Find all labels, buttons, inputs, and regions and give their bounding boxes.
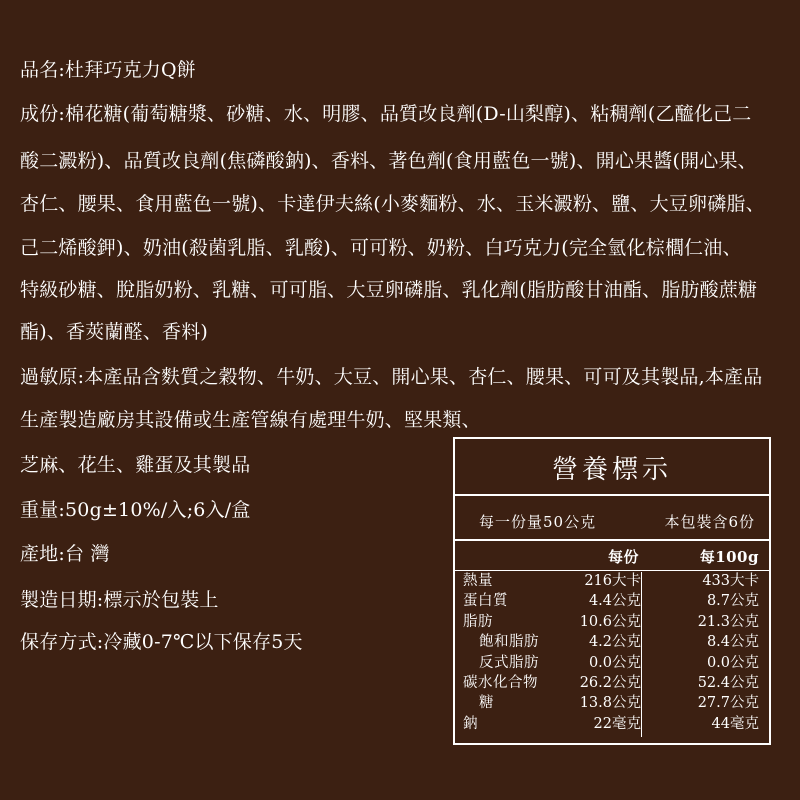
nutrient-per-serving: 0.0公克 — [588, 654, 641, 671]
nutrition-row — [455, 654, 769, 672]
divider — [455, 570, 769, 571]
ingredients-line: 己二烯酸鉀)、奶油(殺菌乳脂、乳酸)、可可粉、奶粉、白巧克力(完全氫化棕櫚仁油、 — [20, 237, 742, 259]
nutrient-per-100g: 433大卡 — [702, 573, 759, 589]
weight-info: 重量:50g±10%/入;6入/盒 — [20, 499, 251, 521]
nutrient-per-serving: 4.2公克 — [588, 634, 641, 651]
nutrition-row — [455, 572, 769, 590]
nutrient-per-100g: 8.4公克 — [706, 634, 759, 651]
nutrient-name: 反式脂肪 — [479, 654, 539, 671]
ingredients-line: 杏仁、腰果、食用藍色一號)、卡達伊夫絲(小麥麵粉、水、玉米澱粉、鹽、大豆卵磷脂、 — [20, 193, 765, 215]
allergen-line: 芝麻、花生、雞蛋及其製品 — [20, 454, 251, 476]
nutrient-per-100g: 27.7公克 — [697, 695, 759, 712]
nutrient-per-serving: 4.4公克 — [588, 593, 641, 610]
nutrient-per-100g: 52.4公克 — [697, 675, 759, 691]
nutrient-per-100g: 0.0公克 — [706, 654, 759, 671]
nutrient-per-100g: 44毫克 — [711, 715, 759, 732]
nutrition-facts-panel — [453, 437, 771, 745]
ingredients-line: 酯)、香莢蘭醛、香料) — [20, 321, 209, 343]
column-header-per-serving: 每份 — [607, 548, 639, 566]
nutrient-per-100g: 21.3公克 — [697, 613, 759, 630]
nutrition-row — [455, 592, 769, 610]
nutrient-per-serving: 10.6公克 — [579, 613, 641, 630]
nutrient-name: 飽和脂肪 — [479, 634, 539, 651]
nutrient-per-100g: 8.7公克 — [706, 593, 759, 610]
divider — [455, 494, 769, 496]
nutrient-name: 鈉 — [463, 715, 478, 732]
divider — [455, 539, 769, 541]
nutrition-row — [455, 633, 769, 651]
ingredients-line: 成份:棉花糖(葡萄糖漿、砂糖、水、明膠、品質改良劑(D-山梨醇)、粘稠劑(乙醯化己二 — [20, 103, 752, 125]
column-header-per-100g: 每100g — [699, 548, 759, 566]
nutrition-row — [455, 694, 769, 712]
ingredients-line: 酸二澱粉)、品質改良劑(焦磷酸鈉)、香料、著色劑(食用藍色一號)、開心果醬(開心果、 — [20, 150, 757, 172]
manufacture-date-info: 製造日期:標示於包裝上 — [20, 589, 219, 611]
nutrient-name: 脂肪 — [463, 613, 493, 630]
nutrient-name: 熱量 — [463, 573, 493, 589]
nutrition-row — [455, 715, 769, 733]
nutrient-name: 蛋白質 — [463, 593, 508, 610]
ingredients-line: 特級砂糖、脫脂奶粉、乳糖、可可脂、大豆卵磷脂、乳化劑(脂肪酸甘油酯、脂肪酸蔗糖 — [20, 279, 758, 301]
nutrient-name: 碳水化合物 — [463, 675, 538, 691]
allergen-line: 過敏原:本產品含麩質之穀物、牛奶、大豆、開心果、杏仁、腰果、可可及其製品,本產品 — [20, 366, 763, 388]
servings-per-package: 本包裝含6份 — [664, 513, 755, 531]
nutrient-name: 糖 — [479, 695, 494, 712]
serving-size: 每一份量50公克 — [479, 513, 597, 531]
origin-info: 產地:台 灣 — [20, 543, 110, 565]
nutrition-title: 營養標示 — [551, 455, 672, 485]
nutrition-row — [455, 613, 769, 631]
product-name: 品名:杜拜巧克力Q餅 — [20, 59, 196, 81]
nutrient-per-serving: 26.2公克 — [579, 675, 641, 691]
storage-info: 保存方式:冷藏0-7℃以下保存5天 — [20, 631, 303, 653]
nutrient-per-serving: 216大卡 — [584, 573, 641, 589]
allergen-line: 生產製造廠房其設備或生產管線有處理牛奶、堅果類、 — [20, 409, 481, 431]
nutrient-per-serving: 13.8公克 — [579, 695, 641, 712]
nutrient-per-serving: 22毫克 — [593, 715, 641, 732]
nutrition-row — [455, 674, 769, 692]
